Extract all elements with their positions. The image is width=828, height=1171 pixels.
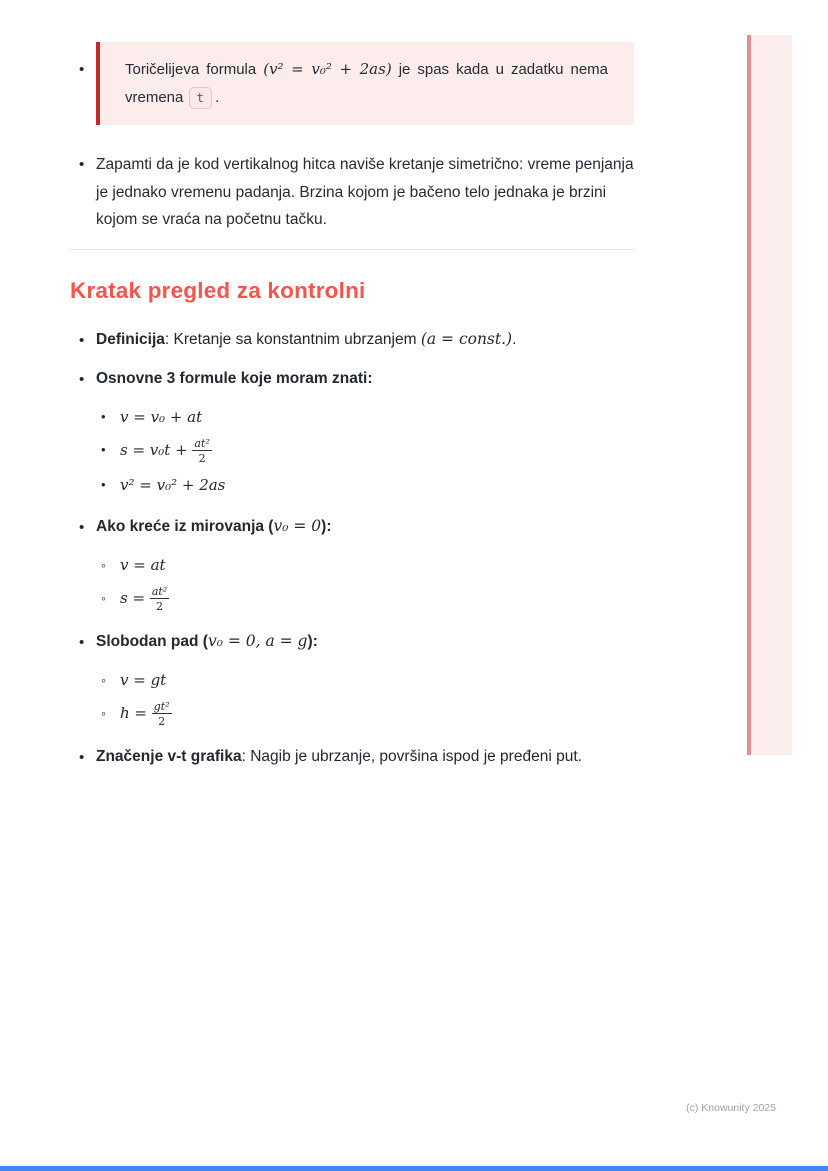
callout-text-after: je spas kada u zadatku nema vremena [125,61,609,106]
fraction [152,701,172,727]
callout-list-item [70,42,634,125]
bullet-icon: • [101,476,106,492]
graph-meaning-label: Značenje v-t grafika [96,747,242,765]
bullet-icon: • [101,408,106,424]
from-rest-label [96,514,634,539]
formulas-label [96,366,634,391]
free-fall-label [96,629,634,654]
note-list-item [70,151,634,234]
list-item-definition [70,327,634,354]
bullet-icon: • [79,331,85,349]
fraction [150,586,169,612]
bullet-icon: • [101,441,106,457]
bullet-icon: • [79,370,85,388]
formula-v-gt: v = gt [120,670,167,689]
graph-meaning-body: : Nagib je ubrzanje, površina ispod je pređeni put. [241,747,582,765]
note-text: Zapamti da je kod vertikalnog hitca naviše kretanje simetrično: vreme penjanja je jednako vremenu padanja. Brzina kojom je bačeno telo jednaka je brzini kojom se vraća na početnu tačku. [96,156,634,228]
list-item-from-rest [70,514,634,612]
free-fall-label-row [70,629,634,656]
formula-item-1 [96,405,634,429]
from-rest-label-pre: Ako kreće iz mirovanja ( [96,517,274,535]
fraction-denominator: 2 [198,451,206,465]
callout-text-before: Toričelijeva formula [125,61,264,78]
bottom-edge-bar [0,1166,828,1171]
free-fall-label-post: ): [307,632,318,650]
fraction-denominator: 2 [156,599,163,613]
definition-math: (a = const.) [420,329,513,348]
formula-item-2 [96,438,634,464]
fraction-denominator: 2 [158,714,166,728]
circle-bullet-icon: ◦ [101,704,106,721]
formulas-label-row [70,366,634,393]
formulas-sublist [96,405,634,497]
free-fall-formula-1 [96,668,634,692]
definition-text [96,327,634,352]
formulas-label-text: Osnovne 3 formule koje moram znati: [96,369,373,387]
section-heading: Kratak pregled za kontrolni [70,277,366,303]
definition-body: : Kretanje sa konstantnim ubrzanjem [164,330,421,348]
from-rest-math: v₀ = 0 [273,516,322,535]
formula-h-pre: h = [120,703,152,722]
fraction-numerator: gt² [153,699,170,713]
fraction-numerator: at² [151,584,168,598]
circle-bullet-icon: ◦ [101,671,106,688]
formula-s-at2-2 [120,586,634,612]
formula-v2-v02-2as: v² = v₀² + 2as [120,475,226,494]
bullet-icon: • [79,156,85,173]
bullet-icon: • [79,61,85,78]
callout-period: . [215,89,220,106]
graph-meaning-text [96,744,634,769]
page-edge-callout-fragment [747,35,792,755]
tip-callout [96,42,634,125]
bullet-icon: • [79,748,85,766]
definition-end: . [512,330,517,348]
formula-s-v0t-pre: s = v₀t + [120,440,193,459]
circle-bullet-icon: ◦ [101,589,106,606]
copyright-footer: (c) Knowunity 2025 [686,1102,776,1114]
bullet-icon: • [79,633,85,651]
section-divider [70,249,634,250]
from-rest-sublist [96,553,634,612]
notes-content [70,42,634,783]
free-fall-sublist [96,668,634,727]
review-list [70,327,634,771]
variable-t-chip: t [189,87,213,109]
fraction-numerator: at² [194,436,210,450]
callout-text [125,55,608,112]
list-item-formulas [70,366,634,497]
fraction [192,438,211,464]
list-item-free-fall [70,629,634,727]
formula-item-3 [96,473,634,497]
formula-v-at: v = at [120,555,166,574]
free-fall-formula-2 [96,701,634,727]
from-rest-formula-2 [96,586,634,612]
formula-s-v0t [120,438,634,464]
definition-label: Definicija [96,330,165,348]
formula-h-gt2-2 [120,701,634,727]
torricelli-formula-math: (v² = v₀² + 2as) [263,60,392,78]
bullet-icon: • [79,518,85,536]
free-fall-label-pre: Slobodan pad ( [96,632,208,650]
from-rest-label-row [70,514,634,541]
formula-s-pre: s = [120,588,150,607]
from-rest-label-post: ): [321,517,332,535]
formula-v-v0-at: v = v₀ + at [120,407,203,426]
from-rest-formula-1 [96,553,634,577]
list-item-graph-meaning [70,744,634,771]
free-fall-math: v₀ = 0, a = g [207,631,308,650]
circle-bullet-icon: ◦ [101,556,106,573]
